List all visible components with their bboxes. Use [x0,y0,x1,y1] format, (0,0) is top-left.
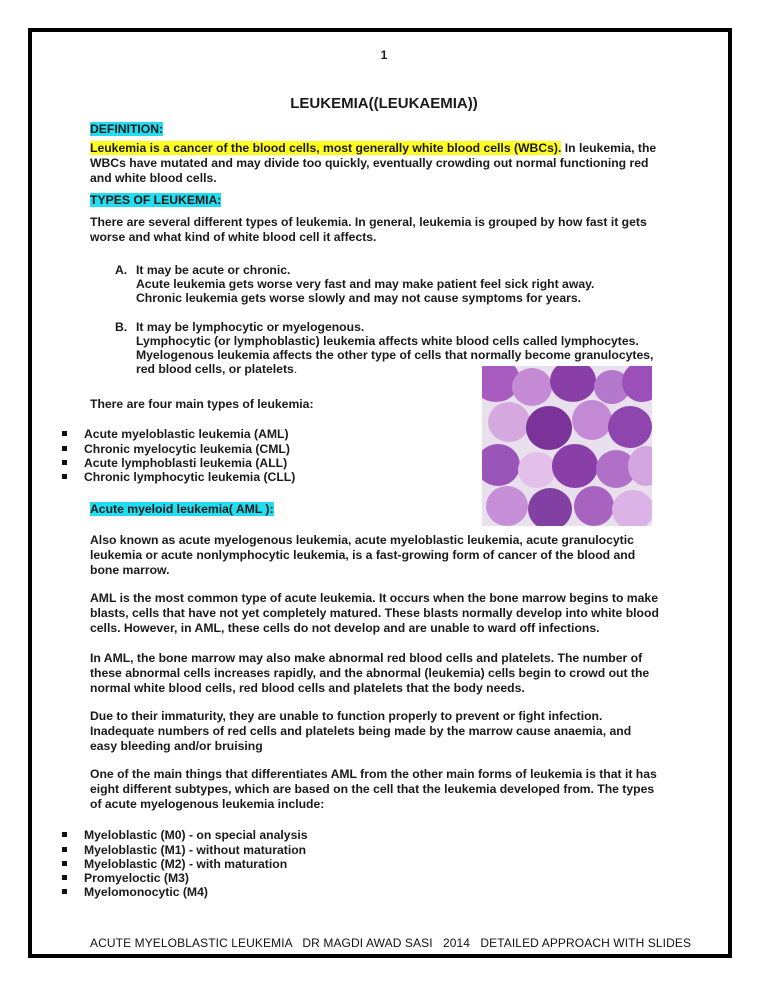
item-b-line-3: Myelogenous leukemia affects the other type of cells that normally become granulocytes, [136,348,654,362]
list-item: Acute lymphoblasti leukemia (ALL) [62,456,287,471]
aml-heading: Acute myeloid leukemia( AML ): [90,502,274,516]
page-number: 1 [380,48,388,62]
list-item: Acute myeloblastic leukemia (AML) [62,427,289,442]
aml-p3-line-1: In AML, the bone marrow may also make abnormal red blood cells and platelets. The number of [90,651,643,665]
aml-p3-line-3: normal white blood cells, red blood cells and platelets that the body needs. [90,681,525,695]
types-intro-line-1: There are several different types of leukemia. In general, leukemia is grouped by how fast it gets [90,215,647,229]
aml-p2-line-1: AML is the most common type of acute leukemia. It occurs when the bone marrow begins to make [90,591,658,605]
definition-highlight: Leukemia is a cancer of the blood cells, most generally white blood cells (WBCs). [90,141,562,155]
item-a-label: A. [115,263,128,277]
list-item: Chronic myelocytic leukemia (CML) [62,442,290,457]
aml-p1-line-3: bone marrow. [90,563,170,577]
list-item: Myeloblastic (M2) - with maturation [62,857,287,872]
definition-line-2: WBCs have mutated and may divide too quickly, eventually crowding out normal functioning red [90,156,649,170]
item-a-line-2: Acute leukemia gets worse very fast and may make patient feel sick right away. [136,277,595,291]
list-item: Chronic lymphocytic leukemia (CLL) [62,470,295,485]
aml-p4-line-1: Due to their immaturity, they are unable to function properly to prevent or fight infection. [90,709,603,723]
types-heading: TYPES OF LEUKEMIA: [90,193,222,207]
types-intro-line-2: worse and what kind of white blood cell it affects. [90,230,377,244]
aml-p1-line-2: leukemia or acute nonlymphocytic leukemia, is a fast-growing form of cancer of the blood and [90,548,636,562]
item-b-line-2: Lymphocytic (or lymphoblastic) leukemia affects white blood cells called lymphocytes. [136,334,639,348]
aml-p4-line-3: easy bleeding and/or bruising [90,739,263,753]
item-b-line-4: red blood cells, or platelets. [136,362,298,376]
item-b-label: B. [115,320,128,334]
definition-line-3: and white blood cells. [90,171,217,185]
definition-heading: DEFINITION: [90,122,164,136]
list-item: Promyeloctic (M3) [62,871,189,886]
item-b-line-1: It may be lymphocytic or myelogenous. [136,320,365,334]
aml-p2-line-3: cells. However, in AML, these cells do not develop and are unable to ward off infections. [90,621,600,635]
aml-p1-line-1: Also known as acute myelogenous leukemia, acute myeloblastic leukemia, acute granulocytic [90,533,634,547]
aml-p2-line-2: blasts, cells that have not yet completely matured. These blasts normally develop into white blood [90,606,659,620]
page-title: LEUKEMIA((LEUKAEMIA)) [290,95,478,112]
definition-line-1: Leukemia is a cancer of the blood cells, most generally white blood cells (WBCs). In leukemia, the [90,141,657,155]
list-item: Myeloblastic (M0) - on special analysis [62,828,308,843]
aml-p5-line-1: One of the main things that differentiates AML from the other main forms of leukemia is that it has [90,767,657,781]
list-item: Myelomonocytic (M4) [62,885,208,900]
item-a-line-1: It may be acute or chronic. [136,263,291,277]
aml-p5-line-3: of acute myelogenous leukemia include: [90,797,325,811]
aml-p4-line-2: Inadequate numbers of red cells and platelets being made by the marrow cause anaemia, and [90,724,632,738]
page-footer: ACUTE MYELOBLASTIC LEUKEMIA DR MAGDI AWAD SASI 2014 DETAILED APPROACH WITH SLIDES [90,936,692,950]
item-a-line-3: Chronic leukemia gets worse slowly and may not cause symptoms for years. [136,291,581,305]
aml-p3-line-2: these abnormal cells increases rapidly, and the abnormal (leukemia) cells begin to crowd out the [90,666,650,680]
four-main-types: There are four main types of leukemia: [90,397,314,411]
aml-p5-line-2: eight different subtypes, which are based on the cell that the leukemia developed from. The types [90,782,655,796]
list-item: Myeloblastic (M1) - without maturation [62,843,306,858]
